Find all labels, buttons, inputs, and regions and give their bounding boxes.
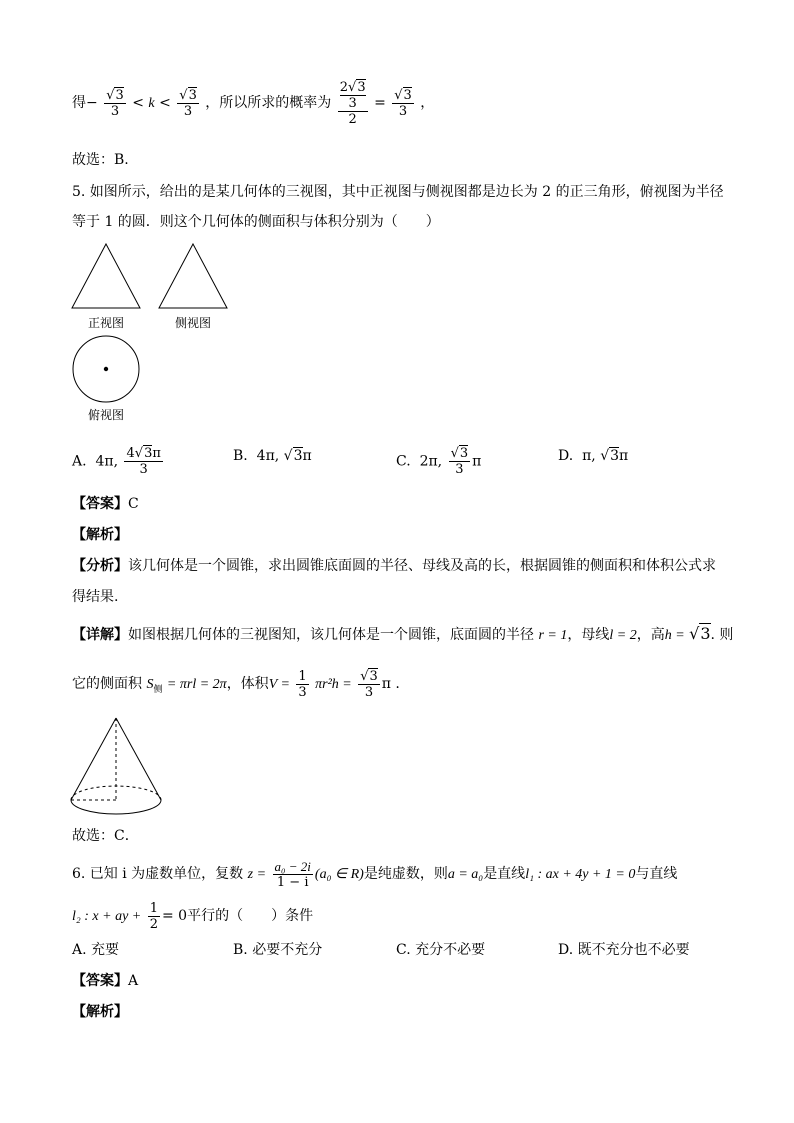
option-d-pre: π,	[582, 448, 596, 464]
sqrt-radicand-4: 3	[403, 87, 412, 103]
answer-tag: 【答案】	[72, 496, 128, 512]
result-den: 3	[398, 103, 408, 119]
comma: ，	[420, 95, 435, 111]
q5-option-c	[396, 446, 481, 477]
q6-analysis-tag	[72, 1002, 128, 1022]
line-l2: l₂ : x + ay +	[72, 909, 142, 924]
option-letter: A.	[72, 942, 87, 958]
num: 1	[149, 900, 158, 916]
a-eq: a = a₀	[447, 867, 484, 882]
detail-text: 如图根据几何体的三视图知，该几何体是一个圆锥，底面圆的半径	[128, 627, 534, 643]
q6-text-b: 是纯虚数，则	[363, 866, 448, 882]
q5-fenxi-line2: 得结果.	[72, 589, 119, 605]
answer-prev: 故选：B.	[72, 152, 129, 168]
den: 3	[364, 684, 374, 700]
answer-value: C	[128, 496, 139, 512]
label-front-view: 正视图	[88, 316, 125, 330]
radicand: 3	[144, 446, 153, 461]
pi: π	[619, 448, 629, 464]
frac-sqrt3-over-3: $\frac{√3}{3}$	[179, 87, 197, 119]
side-view-triangle	[157, 242, 229, 310]
one-third	[296, 669, 308, 700]
q6-text-line2	[72, 898, 313, 935]
option-a-pre: 4π,	[95, 453, 119, 470]
detail-text-c: ，高	[636, 627, 665, 643]
q5-option-d: D. π, √3π	[558, 448, 629, 464]
top-view-circle	[71, 334, 141, 404]
volume-result-frac: $\frac{√3}{3}$	[360, 668, 378, 700]
detail-text-d: . 则	[710, 627, 734, 643]
den: 3	[298, 684, 307, 700]
q5-detail-line2	[72, 664, 400, 710]
radius-eq: r = 1	[538, 628, 568, 643]
q6-text-a: 6. 已知 i 为虚数单位，复数	[72, 866, 244, 882]
q5-fenxi-line1	[72, 556, 716, 576]
probability-line	[72, 78, 434, 129]
den: 1 − i	[276, 874, 309, 890]
q5-detail-line1: 【详解】如图根据几何体的三视图知，该几何体是一个圆锥，底面圆的半径 r = 1，母线l = 2，高h = √3. 则	[72, 624, 734, 643]
coef: 4	[126, 446, 135, 461]
height-radicand: 3	[700, 624, 711, 643]
z-cond: (a₀ ∈ R)	[314, 867, 364, 882]
compound-fraction: 2√3 3 2	[339, 79, 366, 127]
sqrt-radicand-2: 3	[188, 87, 197, 103]
l2-frac	[148, 901, 160, 932]
coef-2: 2	[339, 79, 349, 95]
label-side-view: 侧视图	[175, 316, 212, 330]
option-letter: C.	[396, 942, 411, 958]
pi: π	[152, 446, 161, 461]
s-subscript: 侧	[153, 684, 163, 695]
option-text: 必要不充分	[252, 942, 323, 958]
volume-text: ，体积	[226, 676, 269, 692]
cone-figure	[68, 715, 164, 825]
option-letter: D.	[558, 942, 574, 958]
option-text: 充要	[91, 942, 120, 958]
den: 2	[149, 916, 158, 932]
frac-neg-sqrt3-over-3: $\frac{√3}{3}$	[106, 87, 124, 119]
s-symbol: S	[146, 677, 154, 692]
radicand: 3	[610, 448, 620, 464]
detail-text-b: ，母线	[567, 627, 610, 643]
sqrt-radicand-3: 3	[357, 79, 366, 95]
q5-text-line1: 5. 如图所示，给出的是某几何体的三视图，其中正视图与侧视图都是边长为 2 的正三角形，俯视图为半径	[72, 184, 724, 200]
den: 3	[139, 462, 148, 477]
num: 1	[298, 668, 307, 684]
minus-sign: −	[86, 95, 98, 111]
fenxi-tag: 【分析】	[72, 558, 128, 574]
q5-option-a	[72, 446, 165, 477]
less-than: <	[132, 95, 144, 111]
option-letter: C.	[396, 453, 411, 470]
line-l1: l₁ : ax + 4y + 1 = 0	[525, 867, 636, 882]
height-eq: h =	[664, 628, 685, 643]
answer-value: A	[128, 973, 139, 989]
option-c-frac: $\frac{√3}{3}$	[450, 446, 469, 477]
option-c-pre: 2π,	[419, 453, 443, 470]
frac-den: 3	[110, 103, 120, 119]
var-k: k	[148, 96, 155, 111]
label-top-view: 俯视图	[88, 408, 125, 422]
q6-option-d	[558, 940, 690, 960]
option-text: 既不充分也不必要	[577, 942, 690, 958]
volume-formula: πr²h =	[315, 677, 352, 692]
outer-den: 2	[348, 111, 357, 127]
lateral-area-text: 它的侧面积	[72, 676, 142, 692]
slant-eq: l = 2	[609, 628, 637, 643]
option-letter: D.	[558, 448, 574, 464]
q6-text-line1	[72, 856, 677, 893]
sqrt-radicand: 3	[115, 87, 124, 103]
answer-tag: 【答案】	[72, 973, 128, 989]
l2-end: = 0	[161, 908, 188, 924]
den: 3	[455, 462, 464, 477]
option-b-pre: 4π,	[256, 448, 280, 464]
lateral-area-eq: = πrl = 2π	[166, 677, 227, 692]
q5-answer	[72, 494, 139, 514]
option-letter: B.	[233, 942, 248, 958]
frac-den-2: 3	[183, 103, 193, 119]
pi: π	[472, 453, 482, 470]
q6-option-b	[233, 940, 322, 960]
pi: π	[302, 448, 312, 464]
fenxi-text: 该几何体是一个圆锥，求出圆锥底面圆的半径、母线及高的长，根据圆锥的侧面积和体积公式求	[128, 558, 716, 574]
option-letter: A.	[72, 453, 87, 470]
q5-option-b: B. 4π, √3π	[233, 448, 312, 464]
radicand: 3	[369, 668, 378, 684]
result-fraction: $\frac{√3}{3}$	[394, 87, 412, 119]
detail-tag: 【详解】	[72, 627, 128, 643]
q5-choose: 故选：C．	[72, 828, 139, 844]
q6-text-c: 是直线	[483, 866, 526, 882]
analysis-tag: 【解析】	[72, 527, 128, 543]
analysis-tag: 【解析】	[72, 1004, 128, 1020]
q6-option-c	[396, 940, 485, 960]
q5-analysis-tag	[72, 525, 128, 545]
q5-text-line2: 等于 1 的圆．则这个几何体的侧面积与体积分别为（ ）	[72, 214, 440, 230]
text-probability: ，所以所求的概率为	[205, 95, 332, 111]
num: a₀ − 2i	[274, 858, 311, 874]
equals: =	[374, 95, 386, 111]
q6-option-a	[72, 940, 119, 960]
option-a-frac: $\frac{4√3\pi}{3}$	[126, 446, 161, 477]
radicand: 3	[293, 448, 303, 464]
text-de: 得	[72, 95, 86, 111]
q6-answer	[72, 971, 138, 991]
option-letter: B.	[233, 448, 248, 464]
front-view-triangle	[70, 242, 142, 310]
option-text: 充分不必要	[415, 942, 486, 958]
q6-text-d: 与直线	[635, 866, 678, 882]
z-eq: z =	[247, 867, 267, 882]
z-fraction	[273, 859, 313, 890]
inner-den: 3	[348, 95, 357, 111]
v-symbol: V =	[268, 677, 290, 692]
radicand: 3	[459, 446, 469, 461]
less-than-2: <	[159, 95, 171, 111]
q6-text-e: 平行的（ ）条件	[187, 908, 314, 924]
volume-end: π .	[381, 676, 400, 692]
